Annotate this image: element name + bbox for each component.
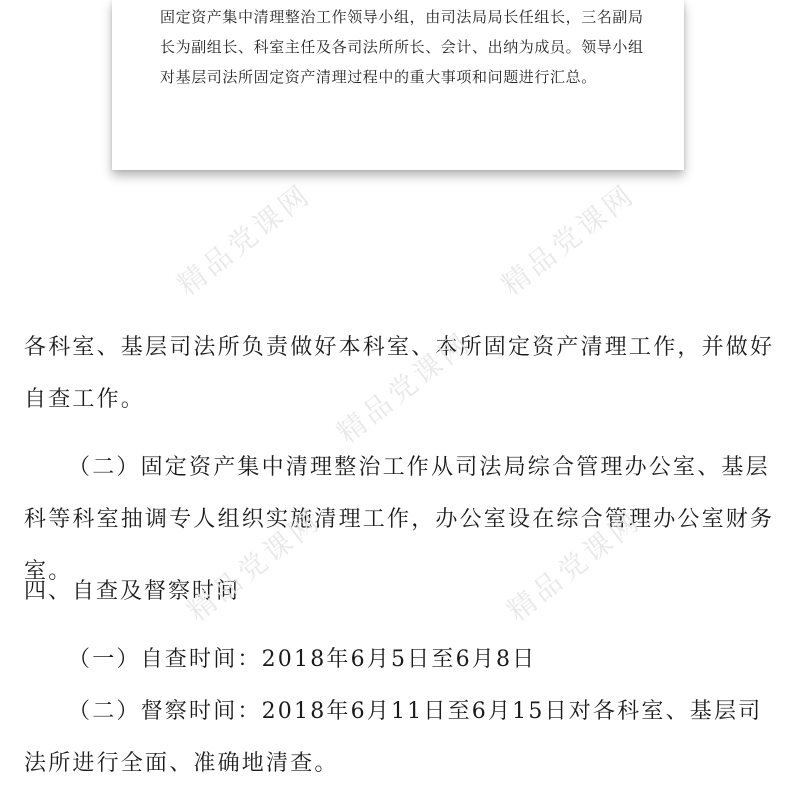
schedule-item-2: （二）督察时间：2018年6月11日至6月15日对各科室、基层司法所进行全面、准确地清查。 bbox=[24, 699, 763, 776]
watermark: 精品党课网 bbox=[171, 177, 318, 302]
quote-card-text bbox=[160, 2, 652, 92]
body-paragraph-1: 各科室、基层司法所负责做好本科室、本所固定资产清理工作，并做好自查工作。 bbox=[24, 335, 775, 412]
schedule-item-1: （一）自查时间：2018年6月5日至6月8日 bbox=[68, 647, 537, 672]
watermark: 精品党课网 bbox=[331, 325, 478, 450]
quote-card bbox=[112, 0, 684, 170]
body-paragraph-2: （二）固定资产集中清理整治工作从司法局综合管理办公室、基层科等科室抽调专人组织实施清理工作，办公室设在综合管理办公室财务室。 bbox=[24, 455, 775, 584]
watermark: 精品党课网 bbox=[501, 503, 648, 628]
quote-card-paragraph: 固定资产集中清理整治工作领导小组，由司法局局长任组长，三名副局长为副组长、科室主任及各司法所所长、会计、出纳为成员。领导小组对基层司法所固定资产清理过程中的重大事项和问题进行汇总。 bbox=[160, 8, 644, 86]
watermark: 精品党课网 bbox=[181, 503, 328, 628]
section-heading-4: 四、自查及督察时间 bbox=[24, 579, 241, 604]
watermark: 精品党课网 bbox=[495, 177, 642, 302]
